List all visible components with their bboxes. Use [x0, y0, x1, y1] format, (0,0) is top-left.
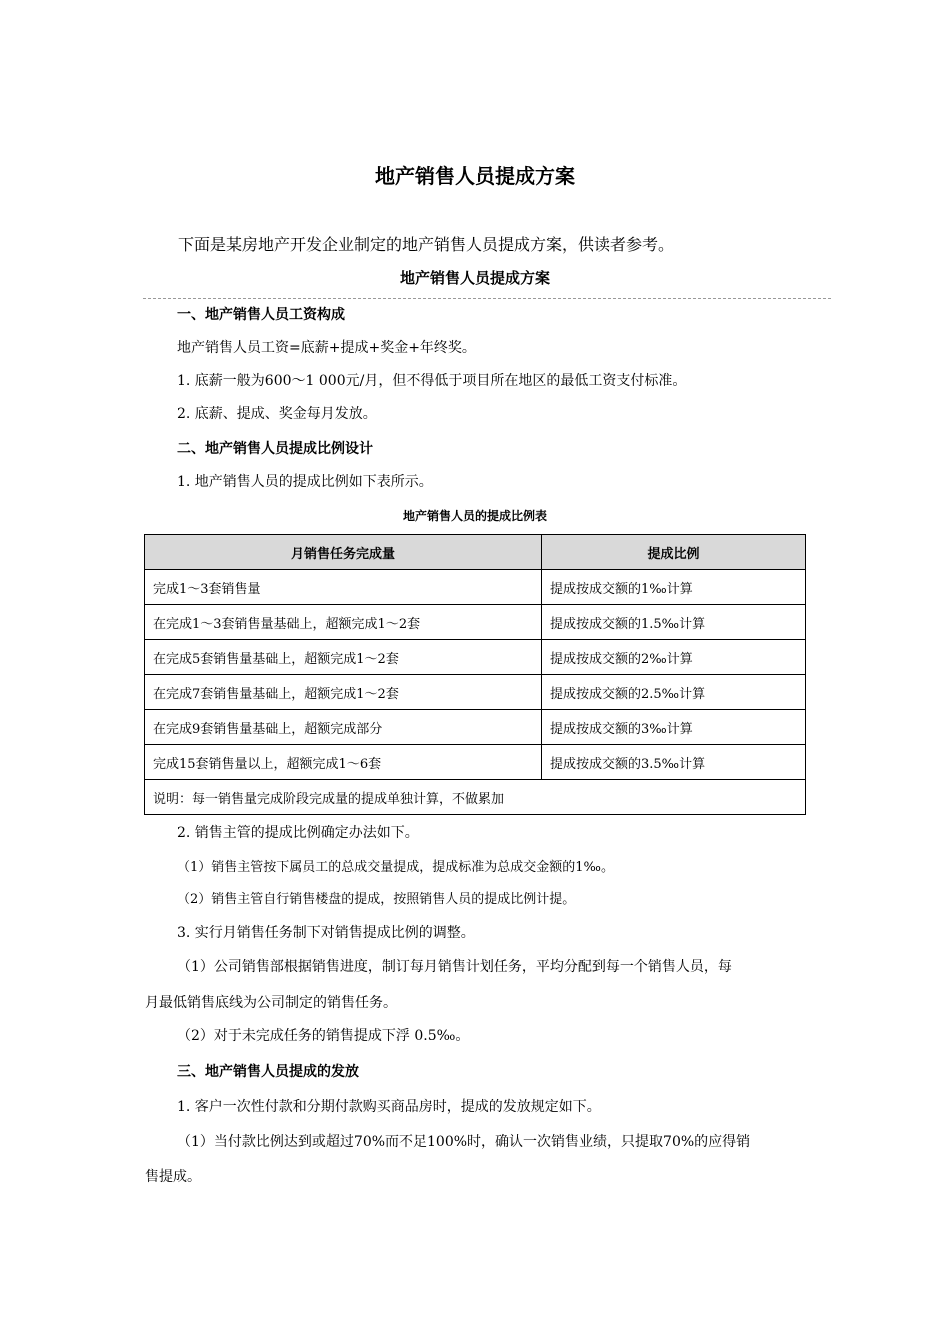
table-row	[145, 640, 806, 675]
commission-rate-table	[144, 534, 806, 815]
intro-paragraph: 下面是某房地产开发企业制定的地产销售人员提成方案，供读者参考。	[178, 235, 675, 254]
table-cell: 在完成9套销售量基础上，超额完成部分	[145, 710, 542, 745]
table-cell: 提成按成交额的1‰计算	[542, 570, 806, 605]
dashed-divider	[143, 298, 831, 299]
table-cell: 在完成1～3套销售量基础上，超额完成1～2套	[145, 605, 542, 640]
salary-formula: 地产销售人员工资=底薪+提成+奖金+年终奖。	[177, 340, 476, 356]
table-row	[145, 605, 806, 640]
document-subtitle: 地产销售人员提成方案	[399, 269, 550, 287]
table-cell: 在完成5套销售量基础上，超额完成1～2套	[145, 640, 542, 675]
table-cell: 提成按成交额的2.5‰计算	[542, 675, 806, 710]
table-row	[145, 570, 806, 605]
table-cell: 提成按成交额的3.5‰计算	[542, 745, 806, 780]
section2-item2: 2. 销售主管的提成比例确定办法如下。	[177, 825, 419, 841]
table-cell: 提成按成交额的2‰计算	[542, 640, 806, 675]
section3-item1-1-cont: 售提成。	[145, 1169, 201, 1185]
table-note: 说明：每一销售量完成阶段完成量的提成单独计算，不做累加	[145, 780, 806, 815]
table-cell: 完成1～3套销售量	[145, 570, 542, 605]
table-row	[145, 745, 806, 780]
section1-heading: 一、地产销售人员工资构成	[177, 307, 345, 323]
table-cell: 提成按成交额的3‰计算	[542, 710, 806, 745]
section2-heading: 二、地产销售人员提成比例设计	[177, 441, 373, 457]
section3-heading: 三、地产销售人员提成的发放	[177, 1064, 359, 1080]
section3-item1: 1. 客户一次性付款和分期付款购买商品房时，提成的发放规定如下。	[177, 1099, 601, 1115]
column-header: 提成比例	[542, 535, 806, 570]
section2-item3-1-cont: 月最低销售底线为公司制定的销售任务。	[145, 995, 397, 1011]
table-row	[145, 675, 806, 710]
section2-item1: 1. 地产销售人员的提成比例如下表所示。	[177, 474, 433, 490]
table-row	[145, 710, 806, 745]
section2-item2-1: （1）销售主管按下属员工的总成交量提成，提成标准为总成交金额的1‰。	[177, 860, 614, 875]
column-header: 月销售任务完成量	[145, 535, 542, 570]
section1-item1: 1. 底薪一般为600～1 000元/月，但不得低于项目所在地区的最低工资支付标准。	[177, 373, 687, 389]
section2-item3: 3. 实行月销售任务制下对销售提成比例的调整。	[177, 925, 475, 941]
section2-item3-1: （1）公司销售部根据销售进度，制订每月销售计划任务，平均分配到每一个销售人员，每	[177, 959, 732, 975]
table-cell: 提成按成交额的1.5‰计算	[542, 605, 806, 640]
section2-item3-2: （2）对于未完成任务的销售提成下浮 0.5‰。	[177, 1028, 470, 1044]
table-header-row	[145, 535, 806, 570]
table-cell: 完成15套销售量以上，超额完成1～6套	[145, 745, 542, 780]
section3-item1-1: （1）当付款比例达到或超过70%而不足100%时，确认一次销售业绩，只提取70%的应得销	[177, 1134, 751, 1150]
table-cell: 在完成7套销售量基础上，超额完成1～2套	[145, 675, 542, 710]
table-caption: 地产销售人员的提成比例表	[402, 509, 547, 523]
document-title: 地产销售人员提成方案	[375, 164, 575, 188]
section2-item2-2: （2）销售主管自行销售楼盘的提成，按照销售人员的提成比例计提。	[177, 892, 576, 907]
section1-item2: 2. 底薪、提成、奖金每月发放。	[177, 406, 377, 422]
table-note-row	[145, 780, 806, 815]
